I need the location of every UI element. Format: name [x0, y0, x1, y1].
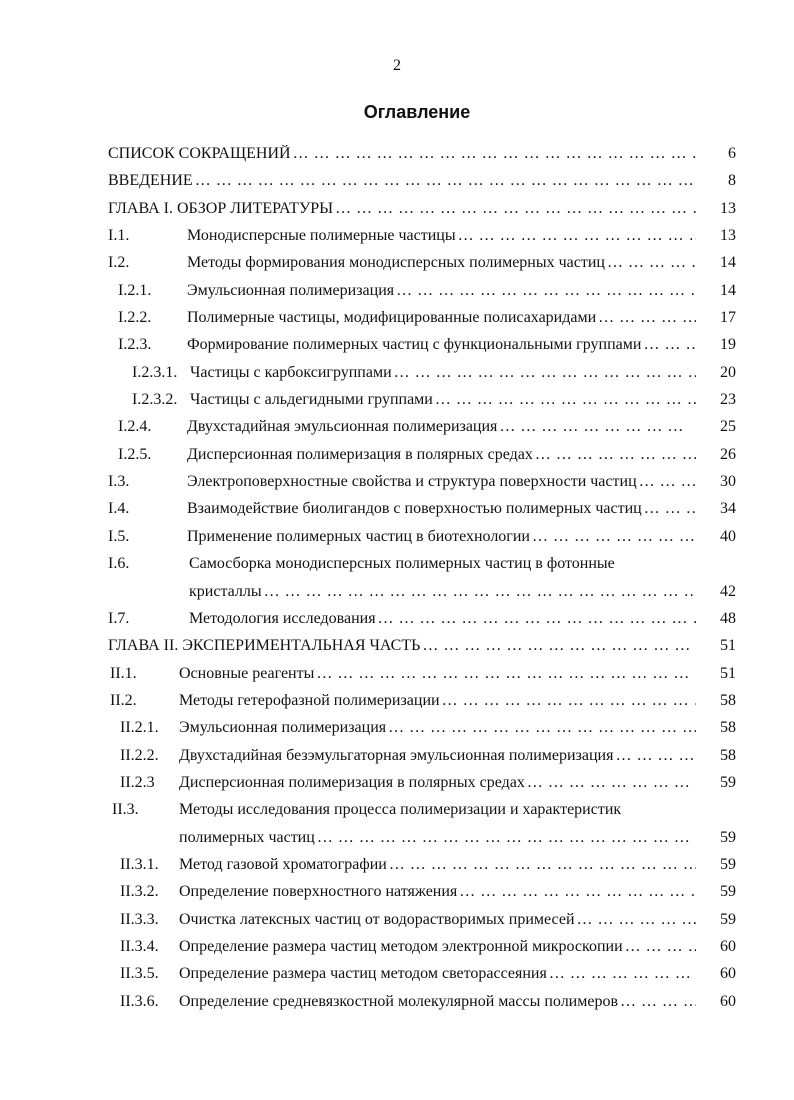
- toc-entry-page: 40: [720, 527, 736, 545]
- toc-entry: [0, 715, 794, 742]
- dot-leader: [598, 309, 696, 327]
- toc-entry-title: Определение размера частиц методом светорассеяния: [179, 965, 547, 983]
- toc-entry-page: 30: [720, 473, 736, 491]
- toc-entry: [0, 332, 794, 359]
- toc-entry-number: II.3.: [112, 801, 139, 819]
- dot-leader: [527, 774, 696, 792]
- toc-entry-number: II.2.: [110, 691, 137, 709]
- toc-entry-page: 59: [720, 773, 736, 791]
- dot-leader: [195, 172, 696, 190]
- toc-entry: [0, 141, 794, 168]
- toc-entry-number: II.3.4.: [120, 937, 159, 955]
- toc-entry-number: I.2.3.2.: [132, 391, 178, 409]
- toc-entry: [0, 250, 794, 277]
- dot-leader: [435, 391, 696, 409]
- dot-leader: [422, 637, 696, 655]
- toc-entry-page: 17: [720, 309, 736, 327]
- toc-entry-page: 8: [728, 172, 736, 190]
- toc-entry-number: I.2.2.: [118, 309, 152, 327]
- toc-entry: [0, 524, 794, 551]
- toc-entry-title-line1: Методы исследования процесса полимеризации и характеристик: [179, 801, 622, 819]
- toc-entry-number: II.3.5.: [120, 965, 159, 983]
- dot-leader: [378, 610, 696, 628]
- dot-leader: [316, 665, 696, 683]
- toc-entry-number: II.2.1.: [120, 719, 159, 737]
- toc-entry: [0, 934, 794, 961]
- toc-entry-title: Дисперсионная полимеризация в полярных средах: [179, 773, 525, 791]
- toc-entry-page: 51: [720, 664, 736, 682]
- toc-entry: [0, 442, 794, 469]
- dot-leader: [293, 145, 696, 163]
- toc-entry-page: 58: [720, 691, 736, 709]
- toc-entry-title: кристаллы: [189, 582, 262, 600]
- dot-leader: [264, 583, 696, 601]
- toc-entry-title: Частицы с карбоксигруппами: [190, 363, 392, 381]
- toc-entry: [0, 278, 794, 305]
- toc-entry-title: СПИСОК СОКРАЩЕНИЙ: [108, 145, 291, 162]
- toc-entry-title: Определение поверхностного натяжения: [179, 883, 458, 901]
- toc-entry: [0, 196, 794, 223]
- toc-entry-number: II.3.6.: [120, 992, 159, 1010]
- toc-entry-title: Формирование полимерных частиц с функциональными группами: [187, 336, 642, 354]
- dot-leader: [644, 500, 696, 518]
- toc-entry: [0, 743, 794, 770]
- toc-entry-title: ГЛАВА I. ОБЗОР ЛИТЕРАТУРЫ: [108, 199, 334, 217]
- toc-entry-page: 34: [720, 500, 736, 518]
- dot-leader: [620, 993, 696, 1011]
- toc-entry: [0, 961, 794, 988]
- toc-entry-title: ВВЕДЕНИЕ: [108, 172, 193, 190]
- toc-entry: [0, 989, 794, 1016]
- toc-entry-page: 59: [720, 883, 736, 901]
- toc-entry: [0, 606, 794, 633]
- toc-entry: [0, 551, 794, 606]
- dot-leader: [625, 938, 696, 956]
- table-of-contents: [0, 141, 794, 1016]
- dot-leader: [607, 254, 696, 272]
- toc-entry: [0, 661, 794, 688]
- dot-leader: [458, 227, 696, 245]
- toc-entry-number: I.3.: [108, 473, 130, 491]
- dot-leader: [532, 528, 696, 546]
- toc-entry-number: I.7.: [108, 609, 130, 627]
- toc-entry-number: I.5.: [108, 527, 130, 545]
- toc-entry-page: 20: [720, 363, 736, 381]
- toc-entry-page: 58: [720, 719, 736, 737]
- toc-entry-page: 59: [720, 910, 736, 928]
- toc-entry-page: 60: [720, 937, 736, 955]
- dot-leader: [639, 473, 696, 491]
- toc-entry: [0, 387, 794, 414]
- toc-entry-number: I.2.1.: [118, 281, 152, 299]
- toc-entry-page: 58: [720, 746, 736, 764]
- toc-entry-title: Двухстадийная безэмульгаторная эмульсионная полимеризация: [179, 746, 614, 764]
- toc-entry-number: I.1.: [108, 227, 130, 245]
- dot-leader: [459, 883, 696, 901]
- dot-leader: [643, 336, 696, 354]
- toc-entry-number: I.2.: [108, 254, 130, 272]
- toc-entry-page: 14: [720, 254, 736, 272]
- toc-entry-title: Применение полимерных частиц в биотехнологии: [187, 527, 530, 545]
- toc-entry-title: полимерных частиц: [179, 828, 315, 846]
- toc-entry-number: II.2.2.: [120, 746, 159, 764]
- toc-entry: [0, 223, 794, 250]
- toc-entry-page: 13: [720, 227, 736, 245]
- toc-entry-page: 59: [720, 855, 736, 873]
- toc-entry-title: Эмульсионная полимеризация: [187, 281, 395, 299]
- toc-entry-number: II.3.3.: [120, 910, 159, 928]
- toc-entry: [0, 496, 794, 523]
- toc-entry-page: 6: [728, 145, 736, 162]
- dot-leader: [388, 719, 696, 737]
- toc-entry-page: 14: [720, 281, 736, 299]
- dot-leader: [499, 418, 686, 436]
- toc-entry: [0, 770, 794, 797]
- toc-entry-title: Дисперсионная полимеризация в полярных средах: [187, 445, 533, 463]
- toc-entry-page: 25: [720, 418, 736, 436]
- toc-entry-title: Взаимодействие биолигандов с поверхностью полимерных частиц: [187, 500, 642, 518]
- toc-entry-page: 26: [720, 445, 736, 463]
- toc-entry-page: 60: [720, 965, 736, 983]
- toc-entry-number: II.1.: [110, 664, 137, 682]
- toc-entry-title: Двухстадийная эмульсионная полимеризация: [187, 418, 498, 436]
- toc-entry-page: 59: [720, 828, 736, 846]
- toc-entry-title: Методы формирования монодисперсных полимерных частиц: [187, 254, 605, 272]
- toc-entry-number: II.2.3: [120, 773, 155, 791]
- toc-entry-number: I.2.3.: [118, 336, 152, 354]
- toc-entry-number: II.3.1.: [120, 855, 159, 873]
- toc-entry-page: 42: [720, 582, 736, 600]
- toc-entry-page: 13: [720, 199, 736, 217]
- dot-leader: [394, 364, 696, 382]
- dot-leader: [535, 446, 696, 464]
- toc-entry: [0, 469, 794, 496]
- toc-entry: [0, 688, 794, 715]
- toc-entry-title: Определение средневязкостной молекулярной массы полимеров: [179, 992, 619, 1010]
- dot-leader: [389, 856, 696, 874]
- toc-entry-number: I.2.4.: [118, 418, 152, 436]
- toc-entry-title: Определение размера частиц методом электронной микроскопии: [179, 937, 623, 955]
- dot-leader: [396, 282, 696, 300]
- dot-leader: [317, 829, 696, 847]
- toc-entry: [0, 414, 794, 441]
- toc-entry-title: Полимерные частицы, модифицированные полисахаридами: [187, 309, 597, 327]
- toc-entry-number: I.2.5.: [118, 445, 152, 463]
- toc-entry-title: Методология исследования: [189, 609, 376, 627]
- dot-leader: [577, 911, 696, 929]
- toc-entry-page: 48: [720, 609, 736, 627]
- dot-leader: [442, 692, 696, 710]
- toc-entry: [0, 797, 794, 852]
- toc-entry-page: 19: [720, 336, 736, 354]
- dot-leader: [615, 747, 696, 765]
- toc-entry-title: Электроповерхностные свойства и структура поверхности частиц: [187, 473, 637, 491]
- toc-entry-title-line1: Самосборка монодисперсных полимерных частиц в фотонные: [189, 555, 615, 573]
- page-title: Оглавление: [363, 102, 471, 122]
- toc-entry-title: Монодисперсные полимерные частицы: [187, 227, 456, 245]
- toc-entry-title: Основные реагенты: [179, 664, 315, 682]
- toc-entry: [0, 360, 794, 387]
- toc-entry: [0, 168, 794, 195]
- toc-entry-title: Частицы с альдегидными группами: [190, 391, 433, 409]
- dot-leader: [549, 965, 696, 983]
- toc-entry-title: Методы гетерофазной полимеризации: [179, 691, 440, 709]
- toc-entry-number: I.6.: [108, 555, 130, 573]
- toc-entry-title: Метод газовой хроматографии: [179, 855, 387, 873]
- toc-entry-title: ГЛАВА II. ЭКСПЕРИМЕНТАЛЬНАЯ ЧАСТЬ: [108, 637, 421, 655]
- toc-entry-page: 60: [720, 992, 736, 1010]
- toc-entry: [0, 907, 794, 934]
- dot-leader: [335, 200, 696, 218]
- toc-entry-page: 23: [720, 391, 736, 409]
- toc-entry-title: Эмульсионная полимеризация: [179, 719, 387, 737]
- toc-entry-number: I.4.: [108, 500, 130, 518]
- toc-entry-page: 51: [720, 637, 736, 655]
- toc-entry: [0, 305, 794, 332]
- toc-entry-title: Очистка латексных частиц от водорастворимых примесей: [179, 910, 575, 928]
- page-number: 2: [393, 57, 401, 74]
- toc-entry-number: II.3.2.: [120, 883, 159, 901]
- toc-entry: [0, 633, 794, 660]
- toc-entry: [0, 879, 794, 906]
- toc-entry-number: I.2.3.1.: [132, 363, 178, 381]
- toc-entry: [0, 852, 794, 879]
